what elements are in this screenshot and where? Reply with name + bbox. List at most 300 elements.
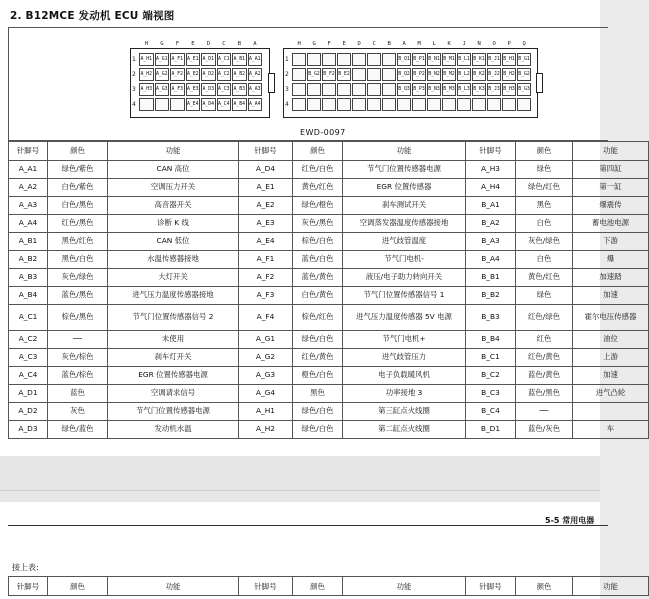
page-footer-title: 5-5 常用电器 <box>545 516 595 525</box>
table-header-cell: 颜色 <box>516 577 573 596</box>
table-cell: A_G2 <box>239 349 293 367</box>
pin-cell: A_F1 <box>170 53 185 66</box>
column-header: H <box>144 41 149 47</box>
table-cell: A_F1 <box>239 251 293 269</box>
table-cell: 白色 <box>516 215 573 233</box>
table-cell: B_C1 <box>466 349 516 367</box>
table-cell: 高音器开关 <box>108 197 239 215</box>
table-cell: 红色/绿色 <box>516 305 573 331</box>
table-cell: 蓝色 <box>48 385 108 403</box>
pin-cell: B_N3 <box>427 83 441 96</box>
table-cell: 灰色/棕色 <box>48 349 108 367</box>
table-cell: 红色/黄色 <box>293 349 343 367</box>
table-cell: 灰色 <box>48 403 108 421</box>
pin-cell <box>170 98 185 111</box>
pin-cell <box>367 68 381 81</box>
table-cell: A_E4 <box>239 233 293 251</box>
pin-cell: A_H3 <box>139 83 154 96</box>
table-cell: 刹车测试开关 <box>343 197 466 215</box>
pin-cell: B_P1 <box>412 53 426 66</box>
table-cell: A_D3 <box>9 421 48 439</box>
table-cell: 红色 <box>516 331 573 349</box>
column-header: B <box>387 41 391 47</box>
pin-cell: B_N2 <box>427 68 441 81</box>
table-cell: A_H2 <box>239 421 293 439</box>
table-header-cell: 颜色 <box>293 577 343 596</box>
table-cell: 灰色/绿色 <box>48 269 108 287</box>
column-header: G <box>160 41 164 47</box>
table-cell: 功率接地 3 <box>343 385 466 403</box>
pin-cell <box>352 53 366 66</box>
table-cell: B_C2 <box>466 367 516 385</box>
table-cell: 加速踏 <box>573 269 649 287</box>
table-cell: A_E3 <box>239 215 293 233</box>
pin-cell: A_C3 <box>217 83 232 96</box>
column-header: G <box>312 41 316 47</box>
table-cell: A_G4 <box>239 385 293 403</box>
pin-cell: B_H2 <box>502 68 516 81</box>
table-cell: A_H1 <box>239 403 293 421</box>
pin-cell: B_P2 <box>412 68 426 81</box>
table-header-cell: 功能 <box>573 577 649 596</box>
table-cell: B_C3 <box>466 385 516 403</box>
table-row <box>9 215 649 233</box>
table-cell: 第二缸点火线圈 <box>343 421 466 439</box>
table-cell: 刹车灯开关 <box>108 349 239 367</box>
table-cell: 第四缸 <box>573 161 649 179</box>
table-cell: 黄色/红色 <box>293 179 343 197</box>
continuation-label: 接上表: <box>12 563 39 572</box>
pin-cell <box>397 98 411 111</box>
pin-cell <box>412 98 426 111</box>
pin-cell <box>322 83 336 96</box>
pin-cell: B_H3 <box>502 83 516 96</box>
figure-label: EWD-0097 <box>300 128 346 137</box>
table-cell: 蓝色/白色 <box>293 251 343 269</box>
pin-cell <box>382 98 396 111</box>
table-row <box>9 287 649 305</box>
table-cell: 绿色/白色 <box>293 331 343 349</box>
table-row <box>9 385 649 403</box>
table-cell: 爆 <box>573 251 649 269</box>
page-gap <box>0 456 600 502</box>
table-cell: 棕色/白色 <box>293 233 343 251</box>
table-row <box>9 179 649 197</box>
pin-cell <box>155 98 170 111</box>
pin-cell <box>367 53 381 66</box>
pin-cell <box>292 83 306 96</box>
table-cell: 黑色/红色 <box>48 233 108 251</box>
pin-cell: A_F3 <box>170 83 185 96</box>
table-row <box>9 233 649 251</box>
pin-cell: B_M1 <box>442 53 456 66</box>
table-cell: B_A3 <box>466 233 516 251</box>
row-header: 4 <box>285 101 289 108</box>
column-header: O <box>492 41 496 47</box>
pin-cell: A_B4 <box>232 98 247 111</box>
pin-cell <box>352 98 366 111</box>
pin-cell: A_E1 <box>186 53 201 66</box>
table-cell: 绿色/白色 <box>293 421 343 439</box>
table-cell: 绿色/橙色 <box>293 197 343 215</box>
table-cell: A_E1 <box>239 179 293 197</box>
table-cell: B_A2 <box>466 215 516 233</box>
pin-cell: B_P3 <box>412 83 426 96</box>
pin-cell: B_K3 <box>472 83 486 96</box>
table-cell: 电子负载暖风机 <box>343 367 466 385</box>
pin-cell: B_N1 <box>427 53 441 66</box>
table-cell: A_H3 <box>466 161 516 179</box>
table-row <box>9 251 649 269</box>
pin-cell: B_L2 <box>457 68 471 81</box>
pin-cell: A_G1 <box>155 53 170 66</box>
table-cell: 红色/黑色 <box>48 215 108 233</box>
table-row <box>9 197 649 215</box>
table-cell: 黄色/红色 <box>516 269 573 287</box>
pin-cell: B_G3 <box>517 83 531 96</box>
pin-cell: A_H2 <box>139 68 154 81</box>
table-cell: 绿色 <box>516 287 573 305</box>
table-cell: 白色 <box>516 251 573 269</box>
table-cell: 白色/黄色 <box>293 287 343 305</box>
pin-cell <box>352 83 366 96</box>
pin-cell <box>322 53 336 66</box>
table-cell: A_C1 <box>9 305 48 331</box>
pin-cell: A_H1 <box>139 53 154 66</box>
table-cell: CAN 低位 <box>108 233 239 251</box>
table-cell: 加速 <box>573 367 649 385</box>
pin-cell <box>337 53 351 66</box>
pin-cell: A_D1 <box>201 53 216 66</box>
table-cell: 黑色/白色 <box>48 251 108 269</box>
pin-cell: B_J3 <box>487 83 501 96</box>
pin-cell: B_Q1 <box>397 53 411 66</box>
table-cell: B_C4 <box>466 403 516 421</box>
table-cell: CAN 高位 <box>108 161 239 179</box>
table-cell: 蓝色/黄色 <box>516 367 573 385</box>
pin-cell <box>382 68 396 81</box>
pin-cell <box>337 98 351 111</box>
table-cell: 第一缸 <box>573 179 649 197</box>
table-cell: A_C4 <box>9 367 48 385</box>
pin-cell: B_L3 <box>457 83 471 96</box>
table-header-cell: 功能 <box>108 577 239 596</box>
column-header: F <box>175 41 180 47</box>
table-row <box>9 349 649 367</box>
pin-cell: B_J1 <box>487 53 501 66</box>
table-cell: 霍尔电压传感器 <box>573 305 649 331</box>
pin-cell <box>307 98 321 111</box>
pin-cell: A_A3 <box>248 83 263 96</box>
column-header: L <box>432 41 436 47</box>
table-cell: B_A4 <box>466 251 516 269</box>
column-header: D <box>206 41 211 47</box>
pin-cell <box>139 98 154 111</box>
table-cell: 蓝色/黄色 <box>293 269 343 287</box>
pin-cell: B_K1 <box>472 53 486 66</box>
pin-cell <box>352 68 366 81</box>
table-cell: 节气门电机+ <box>343 331 466 349</box>
table-cell: B_B4 <box>466 331 516 349</box>
pin-cell: A_A2 <box>248 68 263 81</box>
table-cell: EGR 位置传感器 <box>343 179 466 197</box>
connector-a-diagram <box>130 41 270 118</box>
table-cell <box>573 403 649 421</box>
table-cell: 节气门位置传感器信号 2 <box>108 305 239 331</box>
row-header: 2 <box>285 71 289 78</box>
table-cell: A_A3 <box>9 197 48 215</box>
table-cell: 节气门位置传感器电源 <box>108 403 239 421</box>
pin-cell <box>292 53 306 66</box>
pin-cell: A_B1 <box>232 53 247 66</box>
continuation-table <box>8 576 649 596</box>
table-cell: 油位 <box>573 331 649 349</box>
pin-cell: B_Q2 <box>397 68 411 81</box>
connector-latch <box>268 73 275 93</box>
table-cell: A_B1 <box>9 233 48 251</box>
pin-cell <box>292 68 306 81</box>
pin-cell <box>517 98 531 111</box>
column-header: H <box>297 41 301 47</box>
table-cell: 蓝色/黑色 <box>48 287 108 305</box>
pin-cell: A_D4 <box>201 98 216 111</box>
pin-cell: A_E4 <box>186 98 201 111</box>
pin-cell: B_M3 <box>442 83 456 96</box>
table-cell: ── <box>516 403 573 421</box>
column-header: C <box>222 41 226 47</box>
table-cell: 绿色/紫色 <box>48 161 108 179</box>
table-row <box>9 161 649 179</box>
pin-cell: B_G2 <box>307 68 321 81</box>
page-divider <box>0 490 600 491</box>
table-cell: A_D2 <box>9 403 48 421</box>
table-cell: 进气凸轮 <box>573 385 649 403</box>
table-cell: A_A2 <box>9 179 48 197</box>
table-header-cell: 颜色 <box>293 142 343 161</box>
table-cell: 绿色/白色 <box>293 403 343 421</box>
pin-cell <box>472 98 486 111</box>
table-cell: B_B1 <box>466 269 516 287</box>
table-cell: 上游 <box>573 349 649 367</box>
pin-table <box>8 141 649 439</box>
column-header: F <box>327 41 331 47</box>
table-header-cell: 功能 <box>108 142 239 161</box>
pin-cell <box>367 98 381 111</box>
pin-cell: A_E2 <box>186 68 201 81</box>
column-header: A <box>402 41 406 47</box>
column-header: B <box>237 41 242 47</box>
table-cell: A_C3 <box>9 349 48 367</box>
table-cell: 黑色 <box>516 197 573 215</box>
table-cell: 发动机水温 <box>108 421 239 439</box>
table-header-cell: 针脚号 <box>9 577 48 596</box>
table-cell: A_A4 <box>9 215 48 233</box>
pin-cell <box>442 98 456 111</box>
column-header: E <box>342 41 346 47</box>
table-cell: A_F2 <box>239 269 293 287</box>
table-cell: 爆震传 <box>573 197 649 215</box>
table-header-cell: 针脚号 <box>466 577 516 596</box>
pin-cell <box>487 98 501 111</box>
pin-cell <box>367 83 381 96</box>
table-header-cell: 针脚号 <box>466 142 516 161</box>
row-header: 3 <box>132 86 136 93</box>
pin-cell: B_K2 <box>472 68 486 81</box>
table-cell: 进气压力温度传感器 5V 电源 <box>343 305 466 331</box>
pin-cell <box>382 83 396 96</box>
table-header-cell: 功能 <box>573 142 649 161</box>
table-cell: 红色/白色 <box>293 161 343 179</box>
table-cell: EGR 位置传感器电源 <box>108 367 239 385</box>
table-cell: 绿色 <box>516 161 573 179</box>
table-cell: A_G1 <box>239 331 293 349</box>
column-header: M <box>417 41 421 47</box>
table-row <box>9 305 649 331</box>
column-header: K <box>447 41 451 47</box>
table-cell: A_A1 <box>9 161 48 179</box>
table-cell: 节气门位置传感器信号 1 <box>343 287 466 305</box>
table-cell: 诊断 K 线 <box>108 215 239 233</box>
table-cell: 进气歧管温度 <box>343 233 466 251</box>
column-header: J <box>462 41 466 47</box>
row-header: 1 <box>132 56 136 63</box>
table-cell: 下游 <box>573 233 649 251</box>
pin-cell: B_J2 <box>487 68 501 81</box>
table-cell: 绿色/蓝色 <box>48 421 108 439</box>
table-cell: A_B4 <box>9 287 48 305</box>
pin-cell: A_B2 <box>232 68 247 81</box>
table-cell: 第三缸点火线圈 <box>343 403 466 421</box>
column-header: C <box>372 41 376 47</box>
pin-cell: B_G2 <box>517 68 531 81</box>
table-cell: 进气压力温度传感器接地 <box>108 287 239 305</box>
table-cell: 大灯开关 <box>108 269 239 287</box>
pin-cell <box>502 98 516 111</box>
pin-cell: B_H1 <box>502 53 516 66</box>
pin-cell <box>457 98 471 111</box>
table-row <box>9 403 649 421</box>
table-row <box>9 421 649 439</box>
pin-cell: B_G1 <box>517 53 531 66</box>
pin-cell: A_B3 <box>232 83 247 96</box>
table-cell: 白色/黑色 <box>48 197 108 215</box>
table-cell: 绿色/红色 <box>516 179 573 197</box>
pin-cell: B_Q3 <box>397 83 411 96</box>
pin-cell: A_E3 <box>186 83 201 96</box>
table-cell: 节气门位置传感器电源 <box>343 161 466 179</box>
table-cell: A_E2 <box>239 197 293 215</box>
row-header: 4 <box>132 101 136 108</box>
table-header-cell: 颜色 <box>516 142 573 161</box>
pin-cell <box>427 98 441 111</box>
table-cell: 水温传感器接地 <box>108 251 239 269</box>
table-header-cell: 针脚号 <box>9 142 48 161</box>
table-cell: B_B2 <box>466 287 516 305</box>
table-cell: 空调请求信号 <box>108 385 239 403</box>
pin-cell: A_C2 <box>217 68 232 81</box>
table-cell: 蓄电池电源 <box>573 215 649 233</box>
footer-rule <box>8 525 608 526</box>
pin-cell: A_D2 <box>201 68 216 81</box>
pin-cell: A_D3 <box>201 83 216 96</box>
table-cell: 橙色/白色 <box>293 367 343 385</box>
row-header: 3 <box>285 86 289 93</box>
table-cell: 未使用 <box>108 331 239 349</box>
table-cell: A_B3 <box>9 269 48 287</box>
column-header: Q <box>522 41 526 47</box>
table-cell: A_F3 <box>239 287 293 305</box>
pin-cell: B_F2 <box>322 68 336 81</box>
pin-cell <box>307 83 321 96</box>
pin-cell: A_G2 <box>155 68 170 81</box>
column-header: D <box>357 41 361 47</box>
pin-cell: A_A4 <box>248 98 263 111</box>
pin-cell <box>292 98 306 111</box>
pin-cell <box>337 83 351 96</box>
table-cell: A_F4 <box>239 305 293 331</box>
pin-cell: B_L1 <box>457 53 471 66</box>
column-header: A <box>253 41 257 47</box>
table-cell: 棕色/黑色 <box>48 305 108 331</box>
table-cell: 红色/黄色 <box>516 349 573 367</box>
table-cell: B_B3 <box>466 305 516 331</box>
table-cell: 灰色/黑色 <box>293 215 343 233</box>
table-cell: 空调蒸发器温度传感器接地 <box>343 215 466 233</box>
table-header-cell: 功能 <box>343 577 466 596</box>
table-cell: 空调压力开关 <box>108 179 239 197</box>
connector-b-diagram <box>283 41 538 118</box>
table-header-cell: 针脚号 <box>239 142 293 161</box>
pin-cell <box>307 53 321 66</box>
table-header-cell: 颜色 <box>48 577 108 596</box>
column-header: N <box>477 41 481 47</box>
table-cell: 棕色/红色 <box>293 305 343 331</box>
table-header-cell: 功能 <box>343 142 466 161</box>
table-cell: 黑色 <box>293 385 343 403</box>
column-header: P <box>507 41 511 47</box>
table-cell: B_A1 <box>466 197 516 215</box>
table-header-cell: 颜色 <box>48 142 108 161</box>
table-cell: ── <box>48 331 108 349</box>
table-cell: B_D1 <box>466 421 516 439</box>
table-header-cell: 针脚号 <box>239 577 293 596</box>
table-row <box>9 331 649 349</box>
pin-cell: B_E2 <box>337 68 351 81</box>
pin-cell: A_G3 <box>155 83 170 96</box>
table-row <box>9 367 649 385</box>
connector-latch <box>536 73 543 93</box>
pin-cell: A_F2 <box>170 68 185 81</box>
table-cell: 进气歧管压力 <box>343 349 466 367</box>
pin-cell <box>382 53 396 66</box>
pin-cell: A_A1 <box>248 53 263 66</box>
table-cell: 液压/电子助力转向开关 <box>343 269 466 287</box>
pin-cell: B_M2 <box>442 68 456 81</box>
pin-cell <box>322 98 336 111</box>
column-header: E <box>191 41 195 47</box>
table-cell: 蓝色/棕色 <box>48 367 108 385</box>
table-cell: 灰色/绿色 <box>516 233 573 251</box>
table-cell: 加速 <box>573 287 649 305</box>
table-cell: A_C2 <box>9 331 48 349</box>
table-cell: 蓝色/灰色 <box>516 421 573 439</box>
pin-cell: A_C4 <box>217 98 232 111</box>
table-cell: A_D1 <box>9 385 48 403</box>
row-header: 2 <box>132 71 136 78</box>
table-cell: 蓝色/黑色 <box>516 385 573 403</box>
section-heading: 2. B12MCE 发动机 ECU 端视图 <box>10 10 175 22</box>
table-cell: A_B2 <box>9 251 48 269</box>
